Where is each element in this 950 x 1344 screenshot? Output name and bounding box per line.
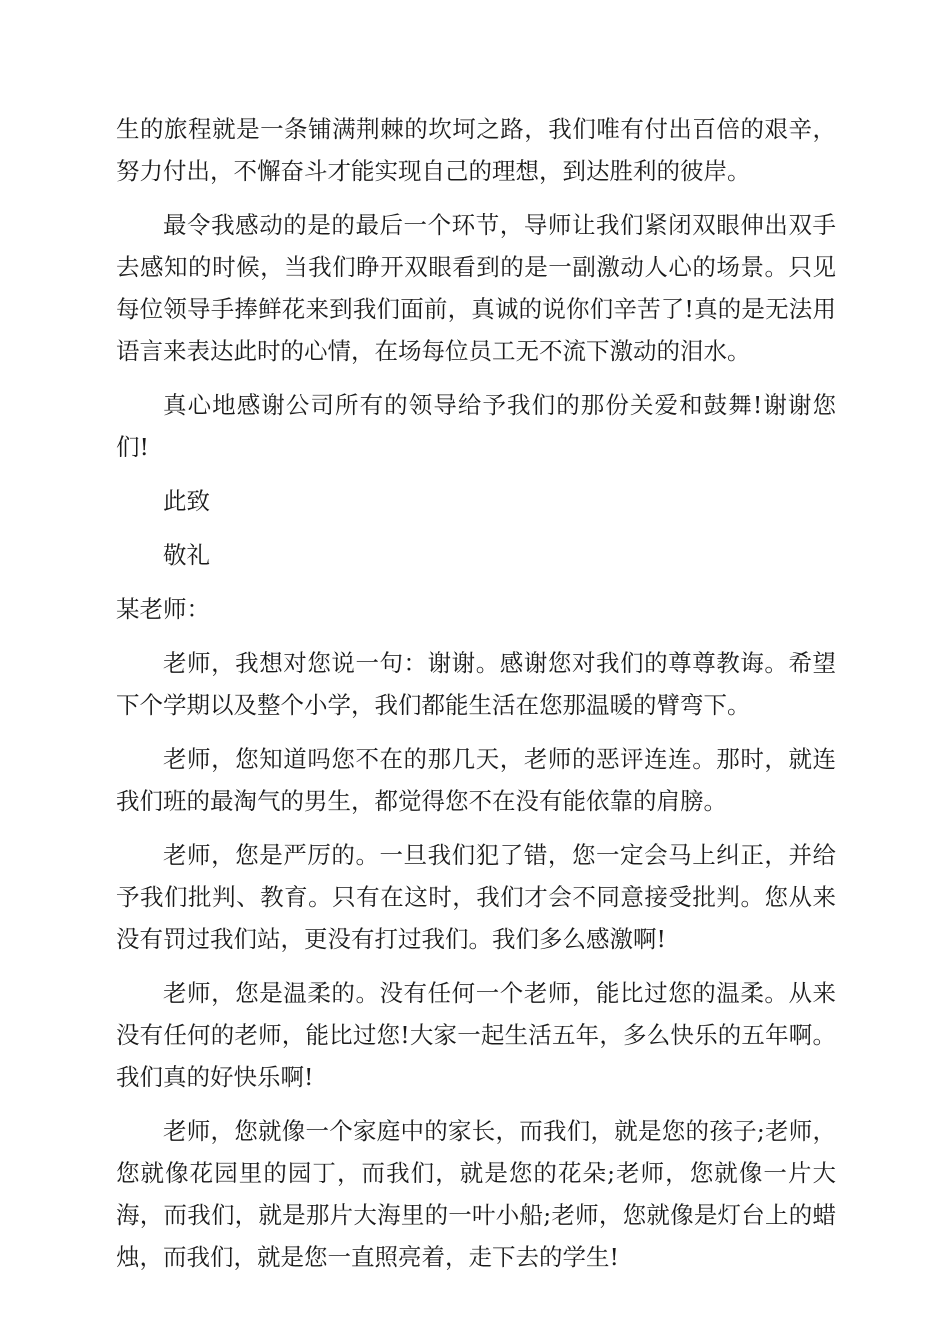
paragraph-teacher-gentle: 老师，您是温柔的。没有任何一个老师，能比过您的温柔。从来没有任何的老师，能比过您!大家一起生活五年，多么快乐的五年啊。我们真的好快乐啊! — [116, 979, 836, 1091]
paragraph-teacher-strict: 老师，您是严厉的。一旦我们犯了错，您一定会马上纠正，并给予我们批判、教育。只有在这时，我们才会不同意接受批判。您从来没有罚过我们站，更没有打过我们。我们多么感激啊! — [116, 841, 836, 953]
closing-regards: 敬礼 — [163, 541, 210, 569]
letter-greeting: 某老师： — [116, 595, 210, 623]
paragraph-continuation: 生的旅程就是一条铺满荆棘的坎坷之路，我们唯有付出百倍的艰辛，努力付出，不懈奋斗才能实现自己的理想，到达胜利的彼岸。 — [116, 115, 836, 185]
paragraph-thanks-company: 真心地感谢公司所有的领导给予我们的那份关爱和鼓舞!谢谢您们! — [116, 391, 836, 461]
document-body — [116, 108, 836, 1290]
paragraph-thank-teacher: 老师，我想对您说一句：谢谢。感谢您对我们的尊尊教诲。希望下个学期以及整个小学，我们都能生活在您那温暖的臂弯下。 — [116, 649, 836, 719]
paragraph-teacher-absent: 老师，您知道吗您不在的那几天，老师的恶评连连。那时，就连我们班的最淘气的男生，都觉得您不在没有能依靠的肩膀。 — [116, 745, 836, 815]
closing-salutation: 此致 — [163, 487, 210, 515]
paragraph-moving-moment: 最令我感动的是的最后一个环节，导师让我们紧闭双眼伸出双手去感知的时候，当我们睁开双眼看到的是一副激动人心的场景。只见每位领导手捧鲜花来到我们面前，真诚的说你们辛苦了!真的是无法用语言来表达此时的心情，在场每位员工无不流下激动的泪水。 — [116, 211, 836, 365]
paragraph-teacher-metaphors: 老师，您就像一个家庭中的家长，而我们，就是您的孩子;老师，您就像花园里的园丁，而我们，就是您的花朵;老师，您就像一片大海，而我们，就是那片大海里的一叶小船;老师，您就像是灯台上的蜡烛，而我们，就是您一直照亮着，走下去的学生! — [116, 1117, 836, 1271]
